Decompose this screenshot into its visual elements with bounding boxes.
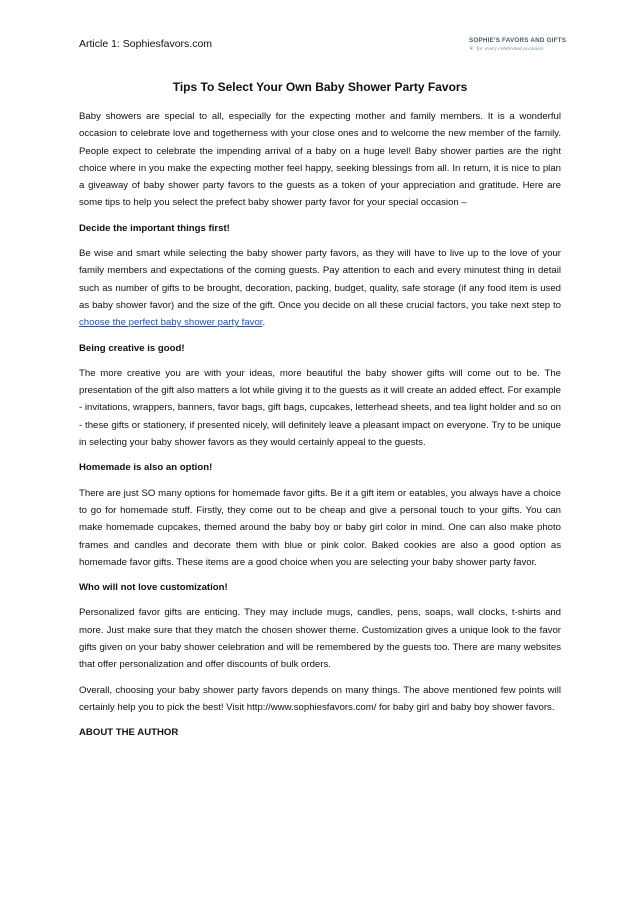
logo-text-bottom: for every celebrated occasion bbox=[476, 46, 544, 52]
page-header bbox=[79, 34, 567, 64]
section-body-customization: Personalized favor gifts are enticing. They may include mugs, candles, pens, soaps, wall clocks, t-shirts and more. Just make sure that they match the chosen shower theme. Customization gives a unique look to the favor gifts given on your baby shower celebration and will be remembered by the guests too. There are many websites that offer personalization and offer discounts of bulk orders. bbox=[79, 607, 561, 671]
section-heading-decide: Decide the important things first! bbox=[79, 222, 230, 234]
section-body-decide-end: . bbox=[262, 317, 266, 329]
header-article-label: Article 1: Sophiesfavors.com bbox=[79, 38, 213, 50]
section-body-decide bbox=[79, 245, 561, 331]
section-heading-customization: Who will not love customization! bbox=[79, 582, 228, 594]
intro-paragraph: Baby showers are special to all, especially for the expecting mother and family members. It is a wonderful occasion to celebrate love and togetherness with your close ones and to welcome the new member of the family. People expect to celebrate the impending arrival of a baby on a huge level! Baby shower parties are the right choice where in you make the expecting mother feel happy, seeking blessings from all. In return, it is nice to plan a giveaway of baby shower party favors to the guests as a token of your appreciation and gratitude. Here are some tips to help you select the prefect baby shower party favor for your special occasion – bbox=[79, 111, 561, 209]
section-body-decide-text: Be wise and smart while selecting the baby shower party favors, as they will have to live up to the love of your family members and expectations of the coming guests. Pay attention to each and every minutest thing in detail such as number of gifts to be brought, decoration, packing, budget, quality, safe storage (if any food item is used as baby shower favor) and the size of the gift. Once you decide on all these crucial factors, you take next step to bbox=[79, 248, 561, 311]
section-body-creative: The more creative you are with your ideas, more beautiful the baby shower gifts will come out to be. The presentation of the gift also matters a lot while giving it to the guests as it will create an added effect. For example - invitations, wrappers, banners, favor bags, gift bags, cupcakes, letterhead sheets, and tea light holder and so on - these gifts or stationery, if presented nicely, will definitely leave a pleasant impact on everyone. Try to be unique in selecting your baby shower favors as they would certainly appeal to the guests. bbox=[79, 367, 561, 449]
section-heading-creative: Being creative is good! bbox=[79, 342, 185, 354]
choose-favor-link[interactable]: choose the perfect baby shower party favor bbox=[79, 317, 263, 329]
closing-paragraph: Overall, choosing your baby shower party favors depends on many things. The above mentioned few points will certainly help you to pick the best! Visit http://www.sophiesfavors.com/ for baby girl and baby boy shower favors. bbox=[79, 684, 561, 713]
heart-swirl-icon: ❦ bbox=[469, 46, 474, 52]
section-heading-homemade: Homemade is also an option! bbox=[79, 462, 213, 474]
article-title: Tips To Select Your Own Baby Shower Party Favors bbox=[172, 80, 468, 94]
brand-logo bbox=[469, 37, 567, 63]
logo-tagline-row bbox=[469, 46, 559, 52]
about-author-heading: ABOUT THE AUTHOR bbox=[79, 727, 179, 739]
section-body-homemade: There are just SO many options for homemade favor gifts. Be it a gift item or eatables, you always have a choice to go for homemade stuff. Firstly, they come out to be cheap and give a personal touch to your gifts. You can make homemade cupcakes, themed around the baby boy or baby girl color in mind. One can also make photo frames and candles and decorate them with blue or pink color. Baked cookies are also a good option as homemade favor gifts. These items are a good choice when you are selecting your baby shower party favor. bbox=[79, 487, 561, 568]
logo-text-top: SOPHIE'S FAVORS AND GIFTS bbox=[469, 37, 567, 44]
article-body bbox=[79, 80, 561, 750]
